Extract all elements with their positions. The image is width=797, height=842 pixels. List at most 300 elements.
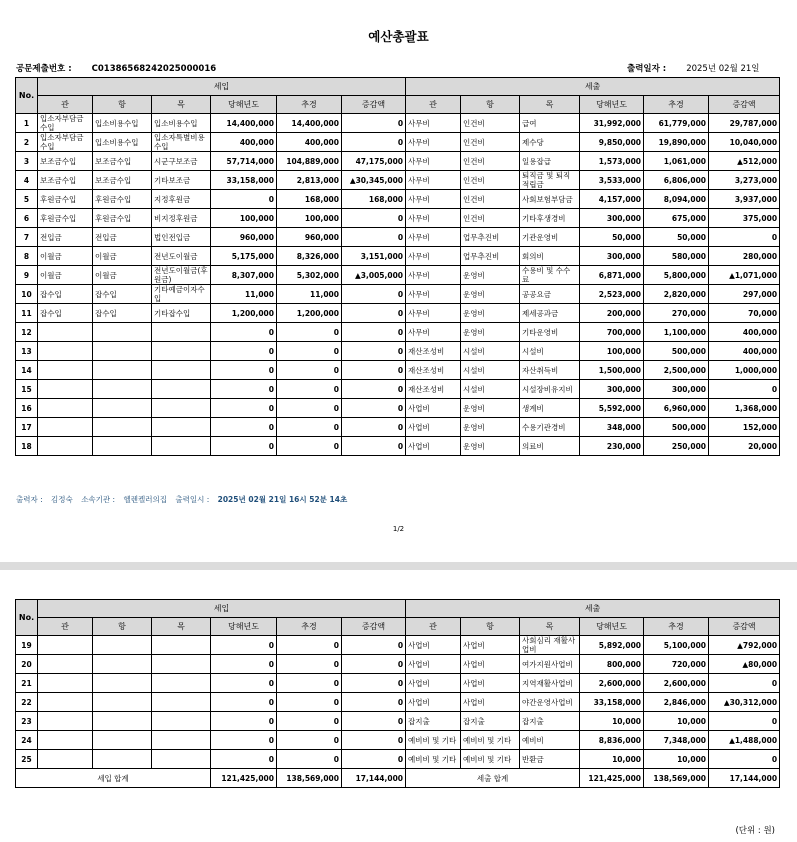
org-name: 헬렌켈러의집 <box>123 495 167 504</box>
table-cell: 후원금수입 <box>38 209 93 228</box>
table-cell: 입소비용수입 <box>93 133 152 152</box>
print-time: 2025년 02월 21일 16시 52분 14초 <box>217 495 348 504</box>
table-cell: 운영비 <box>461 285 520 304</box>
row-number: 24 <box>16 731 38 750</box>
table-cell: ▲512,000 <box>709 152 780 171</box>
table-cell: 기타운영비 <box>520 323 580 342</box>
table-cell: 사무비 <box>406 209 461 228</box>
table-cell: 0 <box>211 636 277 655</box>
table-cell: 5,175,000 <box>211 247 277 266</box>
table-cell: 1,000,000 <box>709 361 780 380</box>
row-number: 13 <box>16 342 38 361</box>
table-cell <box>38 712 93 731</box>
row-number: 22 <box>16 693 38 712</box>
table-cell: 0 <box>211 342 277 361</box>
row-number: 4 <box>16 171 38 190</box>
table-row <box>16 304 780 323</box>
table-cell: 사업비 <box>461 693 520 712</box>
table-cell: 사업비 <box>461 636 520 655</box>
table-cell: 0 <box>342 323 406 342</box>
table-cell <box>93 674 152 693</box>
table-cell: 19,890,000 <box>644 133 709 152</box>
table-cell: 예비비 및 기타 <box>461 750 520 769</box>
table-cell <box>93 750 152 769</box>
table-row <box>16 209 780 228</box>
row-number: 1 <box>16 114 38 133</box>
table-row <box>16 380 780 399</box>
table-cell: 1,200,000 <box>277 304 342 323</box>
table-cell: ▲3,005,000 <box>342 266 406 285</box>
table-cell: 법인전입금 <box>152 228 211 247</box>
table-cell: 8,326,000 <box>277 247 342 266</box>
table-cell: 수용기관경비 <box>520 418 580 437</box>
table-cell: 사무비 <box>406 171 461 190</box>
table-cell: 잡수입 <box>93 304 152 323</box>
table-cell: 0 <box>277 750 342 769</box>
table-row <box>16 674 780 693</box>
column-header: 항 <box>461 96 520 114</box>
table-cell: 잡지출 <box>406 712 461 731</box>
table-cell: 사업비 <box>406 693 461 712</box>
table-cell: 8,836,000 <box>580 731 644 750</box>
table-cell <box>152 437 211 456</box>
row-number: 2 <box>16 133 38 152</box>
table-cell: 사무비 <box>406 266 461 285</box>
table-cell <box>38 361 93 380</box>
row-number: 10 <box>16 285 38 304</box>
table-cell: 500,000 <box>644 418 709 437</box>
table-cell: 0 <box>277 399 342 418</box>
table-cell: 인건비 <box>461 133 520 152</box>
table-cell <box>93 399 152 418</box>
table-cell: 20,000 <box>709 437 780 456</box>
table-cell: 168,000 <box>342 190 406 209</box>
table-cell: 0 <box>709 674 780 693</box>
table-cell: 0 <box>277 693 342 712</box>
row-number: 17 <box>16 418 38 437</box>
table-cell: 2,813,000 <box>277 171 342 190</box>
table-cell: 0 <box>211 323 277 342</box>
column-header: 당해년도 <box>580 96 644 114</box>
table-row <box>16 266 780 285</box>
table-cell: 보조금수입 <box>38 171 93 190</box>
table-cell <box>93 712 152 731</box>
table-cell: 0 <box>342 693 406 712</box>
table-cell <box>38 731 93 750</box>
print-date-value: 2025년 02월 21일 <box>686 64 760 74</box>
table-cell: 보조금수입 <box>38 152 93 171</box>
table-cell: 인건비 <box>461 190 520 209</box>
table-cell: 수용비 및 수수료 <box>520 266 580 285</box>
table-row <box>16 133 780 152</box>
table-cell: 230,000 <box>580 437 644 456</box>
table-cell: 공공요금 <box>520 285 580 304</box>
table-cell: 보조금수입 <box>93 171 152 190</box>
table-cell: 0 <box>277 674 342 693</box>
expense-total-value: 138,569,000 <box>644 769 709 788</box>
table-cell: 0 <box>211 693 277 712</box>
table-cell: 0 <box>277 342 342 361</box>
table-cell: 0 <box>342 114 406 133</box>
table-cell: 57,714,000 <box>211 152 277 171</box>
table-cell: 0 <box>342 285 406 304</box>
row-number: 25 <box>16 750 38 769</box>
table-cell: 0 <box>277 437 342 456</box>
table-cell: 시설비 <box>520 342 580 361</box>
column-header: 추경 <box>644 96 709 114</box>
table-cell: ▲792,000 <box>709 636 780 655</box>
table-cell: 0 <box>277 731 342 750</box>
table-cell: 사회심리 재활사업비 <box>520 636 580 655</box>
table-cell: 잡수입 <box>38 304 93 323</box>
table-cell: 사업비 <box>406 399 461 418</box>
table-cell <box>152 693 211 712</box>
row-number: 20 <box>16 655 38 674</box>
table-cell: 1,100,000 <box>644 323 709 342</box>
table-cell: 전입금 <box>93 228 152 247</box>
table-cell: 500,000 <box>644 342 709 361</box>
row-number: 23 <box>16 712 38 731</box>
table-cell: 375,000 <box>709 209 780 228</box>
table-cell <box>93 731 152 750</box>
table-cell: 이월금 <box>93 247 152 266</box>
table-cell: 1,500,000 <box>580 361 644 380</box>
print-footer <box>16 494 353 505</box>
income-total-value: 138,569,000 <box>277 769 342 788</box>
column-header: 증감액 <box>342 96 406 114</box>
unit-note: (단위 : 원) <box>735 826 775 836</box>
table-cell: 보조금수입 <box>93 152 152 171</box>
table-cell: 전년도이월금(후원금) <box>152 266 211 285</box>
page-title: 예산총괄표 <box>368 29 429 44</box>
row-number: 7 <box>16 228 38 247</box>
table-cell: 전년도이월금 <box>152 247 211 266</box>
table-cell: 재산조성비 <box>406 361 461 380</box>
column-header-no: No. <box>16 78 38 114</box>
table-cell: 1,573,000 <box>580 152 644 171</box>
column-header: 목 <box>152 618 211 636</box>
table-cell: ▲30,312,000 <box>709 693 780 712</box>
row-number: 21 <box>16 674 38 693</box>
table-cell: 사무비 <box>406 247 461 266</box>
table-cell <box>38 380 93 399</box>
table-cell: 사무비 <box>406 133 461 152</box>
table-cell: 297,000 <box>709 285 780 304</box>
table-cell: 인건비 <box>461 209 520 228</box>
table-cell: 0 <box>342 209 406 228</box>
income-total-value: 121,425,000 <box>211 769 277 788</box>
table-cell: 전입금 <box>38 228 93 247</box>
table-cell: 0 <box>211 655 277 674</box>
table-cell: 0 <box>709 750 780 769</box>
table-cell: 입소비용수입 <box>152 114 211 133</box>
column-header: 증감액 <box>342 618 406 636</box>
table-cell <box>152 655 211 674</box>
table-cell: 시설비 <box>461 361 520 380</box>
column-header: 항 <box>93 618 152 636</box>
table-cell: 생계비 <box>520 399 580 418</box>
table-cell: 100,000 <box>580 342 644 361</box>
table-cell: 0 <box>211 380 277 399</box>
column-header: 당해년도 <box>580 618 644 636</box>
table-cell: 사업비 <box>406 674 461 693</box>
table-cell: 운영비 <box>461 266 520 285</box>
table-cell: 입소비용수입 <box>93 114 152 133</box>
table-cell: 300,000 <box>580 247 644 266</box>
doc-number-label: 공문제출번호 : <box>16 64 72 74</box>
table-cell: 이월금 <box>38 266 93 285</box>
table-cell: 0 <box>342 133 406 152</box>
column-header: 당해년도 <box>211 96 277 114</box>
table-cell <box>38 655 93 674</box>
income-header: 세입 <box>38 600 406 618</box>
expense-total-label: 세출 합계 <box>406 769 580 788</box>
table-row <box>16 399 780 418</box>
table-cell: 104,889,000 <box>277 152 342 171</box>
table-cell: 0 <box>342 342 406 361</box>
table-cell: 후원금수입 <box>93 190 152 209</box>
table-cell: 50,000 <box>644 228 709 247</box>
table-cell: 0 <box>342 712 406 731</box>
table-cell: 2,846,000 <box>644 693 709 712</box>
table-cell: 운영비 <box>461 437 520 456</box>
table-cell: 반환금 <box>520 750 580 769</box>
table-cell: 0 <box>277 712 342 731</box>
table-cell: 0 <box>342 437 406 456</box>
table-cell: 이월금 <box>93 266 152 285</box>
table-cell: 지역재활사업비 <box>520 674 580 693</box>
column-header: 관 <box>38 618 93 636</box>
table-cell: 0 <box>342 750 406 769</box>
table-cell: 후원금수입 <box>38 190 93 209</box>
table-cell: 5,892,000 <box>580 636 644 655</box>
column-header: 항 <box>461 618 520 636</box>
doc-number-value: C01386568242025000016 <box>91 64 217 74</box>
income-header: 세입 <box>38 78 406 96</box>
table-cell: 0 <box>211 399 277 418</box>
print-date-label: 출력일자 : <box>627 64 667 74</box>
table-cell <box>152 361 211 380</box>
column-header: 목 <box>520 618 580 636</box>
table-cell: 0 <box>342 655 406 674</box>
income-total-label: 세입 합계 <box>16 769 211 788</box>
table-cell: 0 <box>709 380 780 399</box>
table-cell: 사업비 <box>406 418 461 437</box>
table-cell: 잡수입 <box>38 285 93 304</box>
table-cell: 0 <box>211 190 277 209</box>
table-cell: 2,600,000 <box>644 674 709 693</box>
table-cell: 11,000 <box>211 285 277 304</box>
table-cell <box>152 712 211 731</box>
table-row <box>16 655 780 674</box>
table-cell: 입소자부담금수입 <box>38 133 93 152</box>
row-number: 19 <box>16 636 38 655</box>
table-cell: 0 <box>342 228 406 247</box>
table-cell: 제세공과금 <box>520 304 580 323</box>
expense-header: 세출 <box>406 600 780 618</box>
table-row <box>16 712 780 731</box>
table-cell: 200,000 <box>580 304 644 323</box>
row-number: 18 <box>16 437 38 456</box>
table-cell: 0 <box>709 712 780 731</box>
table-cell: 기타예금이자수입 <box>152 285 211 304</box>
table-cell: 야간운영사업비 <box>520 693 580 712</box>
table-row <box>16 636 780 655</box>
table-row <box>16 342 780 361</box>
table-row <box>16 152 780 171</box>
table-cell: ▲1,488,000 <box>709 731 780 750</box>
table-cell: 300,000 <box>580 380 644 399</box>
column-header: 항 <box>93 96 152 114</box>
table-row <box>16 285 780 304</box>
column-header: 목 <box>520 96 580 114</box>
table-cell <box>93 418 152 437</box>
table-cell <box>152 418 211 437</box>
table-cell: 0 <box>709 228 780 247</box>
table-cell: 250,000 <box>644 437 709 456</box>
table-cell: 사무비 <box>406 323 461 342</box>
table-cell: 348,000 <box>580 418 644 437</box>
table-cell <box>38 323 93 342</box>
table-cell: 운영비 <box>461 304 520 323</box>
table-cell: ▲80,000 <box>709 655 780 674</box>
table-cell: 지정후원금 <box>152 190 211 209</box>
table-cell: 6,806,000 <box>644 171 709 190</box>
table-cell: 0 <box>277 323 342 342</box>
column-header: 목 <box>152 96 211 114</box>
table-cell: 0 <box>277 418 342 437</box>
table-cell: 400,000 <box>211 133 277 152</box>
row-number: 8 <box>16 247 38 266</box>
table-cell: 9,850,000 <box>580 133 644 152</box>
table-cell <box>93 361 152 380</box>
table-cell: 사업비 <box>461 655 520 674</box>
table-cell <box>93 380 152 399</box>
table-cell: 0 <box>342 674 406 693</box>
table-cell: 675,000 <box>644 209 709 228</box>
table-cell: 자산취득비 <box>520 361 580 380</box>
table-cell: 기관운영비 <box>520 228 580 247</box>
table-cell <box>38 418 93 437</box>
table-cell: 0 <box>277 636 342 655</box>
table-cell: 0 <box>277 380 342 399</box>
table-cell: 운영비 <box>461 418 520 437</box>
table-cell: 5,302,000 <box>277 266 342 285</box>
table-cell: 6,960,000 <box>644 399 709 418</box>
table-cell: 152,000 <box>709 418 780 437</box>
table-cell: 이월금 <box>38 247 93 266</box>
table-cell: 사업비 <box>461 674 520 693</box>
table-cell: 400,000 <box>709 342 780 361</box>
table-cell: 일용잡급 <box>520 152 580 171</box>
doc-number <box>16 62 216 74</box>
column-header-no: No. <box>16 600 38 636</box>
table-cell <box>152 731 211 750</box>
table-cell: 8,094,000 <box>644 190 709 209</box>
table-cell: 11,000 <box>277 285 342 304</box>
table-cell: ▲30,345,000 <box>342 171 406 190</box>
table-cell: 168,000 <box>277 190 342 209</box>
table-cell: 700,000 <box>580 323 644 342</box>
table-cell: 580,000 <box>644 247 709 266</box>
table-cell: ▲1,071,000 <box>709 266 780 285</box>
table-cell: 예비비 및 기타 <box>461 731 520 750</box>
table-cell: 0 <box>211 674 277 693</box>
table-cell: 300,000 <box>580 209 644 228</box>
table-cell: 시설장비유지비 <box>520 380 580 399</box>
column-header: 관 <box>406 618 461 636</box>
table-cell: 3,151,000 <box>342 247 406 266</box>
table-row <box>16 190 780 209</box>
table-cell: 8,307,000 <box>211 266 277 285</box>
table-cell: 기타후생경비 <box>520 209 580 228</box>
table-cell: 33,158,000 <box>580 693 644 712</box>
page-separator <box>0 562 797 570</box>
row-number: 15 <box>16 380 38 399</box>
table-cell: 2,500,000 <box>644 361 709 380</box>
table-cell: 0 <box>211 750 277 769</box>
table-cell: 47,175,000 <box>342 152 406 171</box>
budget-table-page2 <box>15 599 780 788</box>
table-cell: 0 <box>211 731 277 750</box>
row-number: 11 <box>16 304 38 323</box>
income-total-value: 17,144,000 <box>342 769 406 788</box>
table-cell <box>152 636 211 655</box>
table-cell: 시설비 <box>461 342 520 361</box>
org-label: 소속기관 : <box>81 495 116 504</box>
table-cell: 280,000 <box>709 247 780 266</box>
table-cell: 400,000 <box>277 133 342 152</box>
printer-label: 출력자 : <box>16 495 43 504</box>
table-cell: 사업비 <box>406 655 461 674</box>
table-cell: 10,000 <box>580 712 644 731</box>
table-cell: 0 <box>211 712 277 731</box>
totals-row <box>16 769 780 788</box>
table-cell: 960,000 <box>211 228 277 247</box>
table-cell <box>38 437 93 456</box>
table-cell: 960,000 <box>277 228 342 247</box>
print-time-label: 출력일시 : <box>175 495 210 504</box>
print-date <box>627 62 760 74</box>
table-row <box>16 750 780 769</box>
table-cell: 6,871,000 <box>580 266 644 285</box>
table-cell <box>93 323 152 342</box>
table-cell: 5,100,000 <box>644 636 709 655</box>
table-row <box>16 731 780 750</box>
table-cell: 2,820,000 <box>644 285 709 304</box>
table-cell <box>93 636 152 655</box>
row-number: 9 <box>16 266 38 285</box>
table-cell: 기타잡수입 <box>152 304 211 323</box>
table-cell <box>93 437 152 456</box>
table-cell: 회의비 <box>520 247 580 266</box>
row-number: 12 <box>16 323 38 342</box>
table-cell: 업무추진비 <box>461 247 520 266</box>
column-header: 관 <box>38 96 93 114</box>
table-cell: 의료비 <box>520 437 580 456</box>
table-cell: 잡수입 <box>93 285 152 304</box>
column-header: 당해년도 <box>211 618 277 636</box>
page-number: 1/2 <box>392 525 405 533</box>
column-header: 관 <box>406 96 461 114</box>
table-cell: 3,273,000 <box>709 171 780 190</box>
row-number: 5 <box>16 190 38 209</box>
table-cell: 사업비 <box>406 636 461 655</box>
column-header: 추경 <box>644 618 709 636</box>
table-row <box>16 418 780 437</box>
table-cell: 예비비 및 기타 <box>406 731 461 750</box>
table-cell: 사무비 <box>406 190 461 209</box>
